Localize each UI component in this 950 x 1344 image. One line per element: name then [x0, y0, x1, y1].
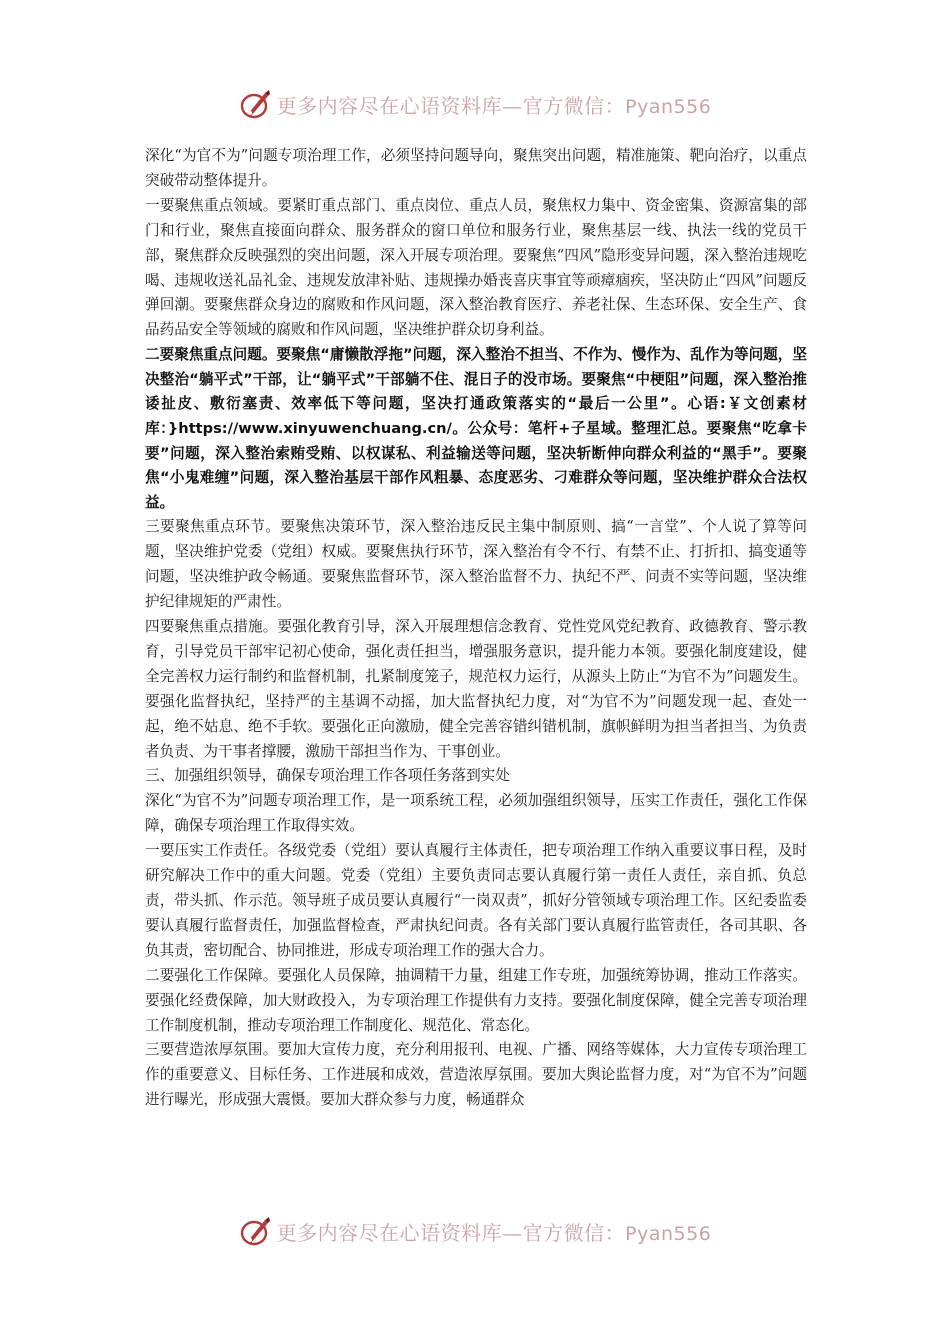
paragraph: 三要聚焦重点环节。要聚焦决策环节，深入整治违反民主集中制原则、搞“一言堂”、个人说了算等问题，坚决维护党委（党组）权威。要聚焦执行环节，深入整治有令不行、有禁不止、打折扣、搞变通等问题，坚决维护政令畅通。要聚焦监督环节，深入整治监督不力、执纪不严、问责不实等问题，坚决维护纪律规矩的严肃性。: [145, 518, 807, 611]
paragraph: 一要聚焦重点领域。要紧盯重点部门、重点岗位、重点人员，聚焦权力集中、资金密集、资源富集的部门和行业，聚焦直接面向群众、服务群众的窗口单位和服务行业，聚焦基层一线、执法一线的党员干部，聚焦群众反映强烈的突出问题，深入开展专项治理。要聚焦“四风”隐形变异问题，深入整治违规吃喝、违规收送礼品礼金、违规发放津补贴、违规操办婚丧喜庆事宜等顽瘴痼疾，坚决防止“四风”问题反弹回潮。要聚焦群众身边的腐败和作风问题，深入整治教育医疗、养老社保、生态环保、安全生产、食品药品安全等领域的腐败和作风问题，坚决维护群众切身利益。: [145, 196, 807, 339]
footer-watermark-banner: [0, 1211, 950, 1251]
paragraph: 一要压实工作责任。各级党委（党组）要认真履行主体责任，把专项治理工作纳入重要议事日程，及时研究解决工作中的重大问题。党委（党组）主要负责同志要认真履行第一责任人责任，亲自抓、负总责，带头抓、作示范。领导班子成员要认真履行“一岗双责”，抓好分管领域专项治理工作。区纪委监委要认真履行监督责任，加强监督检查，严肃执纪问责。各有关部门要认真履行监管责任，各司其职、各负其责，密切配合、协同推进，形成专项治理工作的强大合力。: [145, 842, 807, 959]
pen-logo-icon: [239, 87, 273, 121]
header-watermark-banner: [0, 84, 950, 124]
paragraph: 二要强化工作保障。要强化人员保障，抽调精干力量，组建工作专班，加强统筹协调，推动工作落实。要强化经费保障，加大财政投入，为专项治理工作提供有力支持。要强化制度保障，健全完善专项治理工作制度机制，推动专项治理工作制度化、规范化、常态化。: [145, 966, 807, 1034]
paragraph: 深化“为官不为”问题专项治理工作，是一项系统工程，必须加强组织领导，压实工作责任，强化工作保障，确保专项治理工作取得实效。: [145, 792, 807, 835]
pen-logo-icon: [239, 1214, 273, 1248]
section-heading: 三、加强组织领导，确保专项治理工作各项任务落到实处: [145, 767, 510, 785]
wechat-id: Pyan556: [625, 95, 712, 118]
paragraph-bold: 二要聚焦重点问题。要聚焦“庸懒散浮拖”问题，深入整治不担当、不作为、慢作为、乱作为等问题，坚决整治“躺平式”干部，让“躺平式”干部躺不住、混日子的没市场。要聚焦“中梗阻”问题，深入整治推诿扯皮、敷衍塞责、效率低下等问题，坚决打通政策落实的“最后一公里”。心语:￥文创素材库：}https://www.xinyuwenchuang.cn/。公众号：笔杆+子星域。整理汇总。要聚焦“吃拿卡要”问题，深入整治索贿受贿、以权谋私、利益输送等问题，坚决斩断伸向群众利益的“黑手”。要聚焦“小鬼难缠”问题，深入整治基层干部作风粗暴、态度恶劣、刁难群众等问题，坚决维护群众合法权益。: [145, 346, 807, 511]
document-body: [145, 144, 807, 1113]
banner-text: 更多内容尽在心语资料库—官方微信：Pyan556: [276, 1220, 712, 1245]
wechat-id: Pyan556: [625, 1222, 712, 1245]
paragraph: 四要聚焦重点措施。要强化教育引导，深入开展理想信念教育、党性党风党纪教育、政德教育、警示教育，引导党员干部牢记初心使命，强化责任担当，增强服务意识，提升能力本领。要强化制度建设，健全完善权力运行制约和监督机制，扎紧制度笼子，规范权力运行，从源头上防止“为官不为”问题发生。要强化监督执纪，坚持严的主基调不动摇，加大监督执纪力度，对“为官不为”问题发现一起、查处一起，绝不姑息、绝不手软。要强化正向激励，健全完善容错纠错机制，旗帜鲜明为担当者担当、为负责者负责、为干事者撑腰，激励干部担当作为、干事创业。: [145, 618, 807, 760]
paragraph: 三要营造浓厚氛围。要加大宣传力度，充分利用报刊、电视、广播、网络等媒体，大力宣传专项治理工作的重要意义、目标任务、工作进展和成效，营造浓厚氛围。要加大舆论监督力度，对“为官不为”问题进行曝光，形成强大震慑。要加大群众参与力度，畅通群众: [145, 1041, 807, 1109]
paragraph: 深化“为官不为”问题专项治理工作，必须坚持问题导向，聚焦突出问题，精准施策、靶向治疗，以重点突破带动整体提升。: [145, 147, 807, 189]
banner-text: 更多内容尽在心语资料库—官方微信：Pyan556: [276, 93, 712, 118]
